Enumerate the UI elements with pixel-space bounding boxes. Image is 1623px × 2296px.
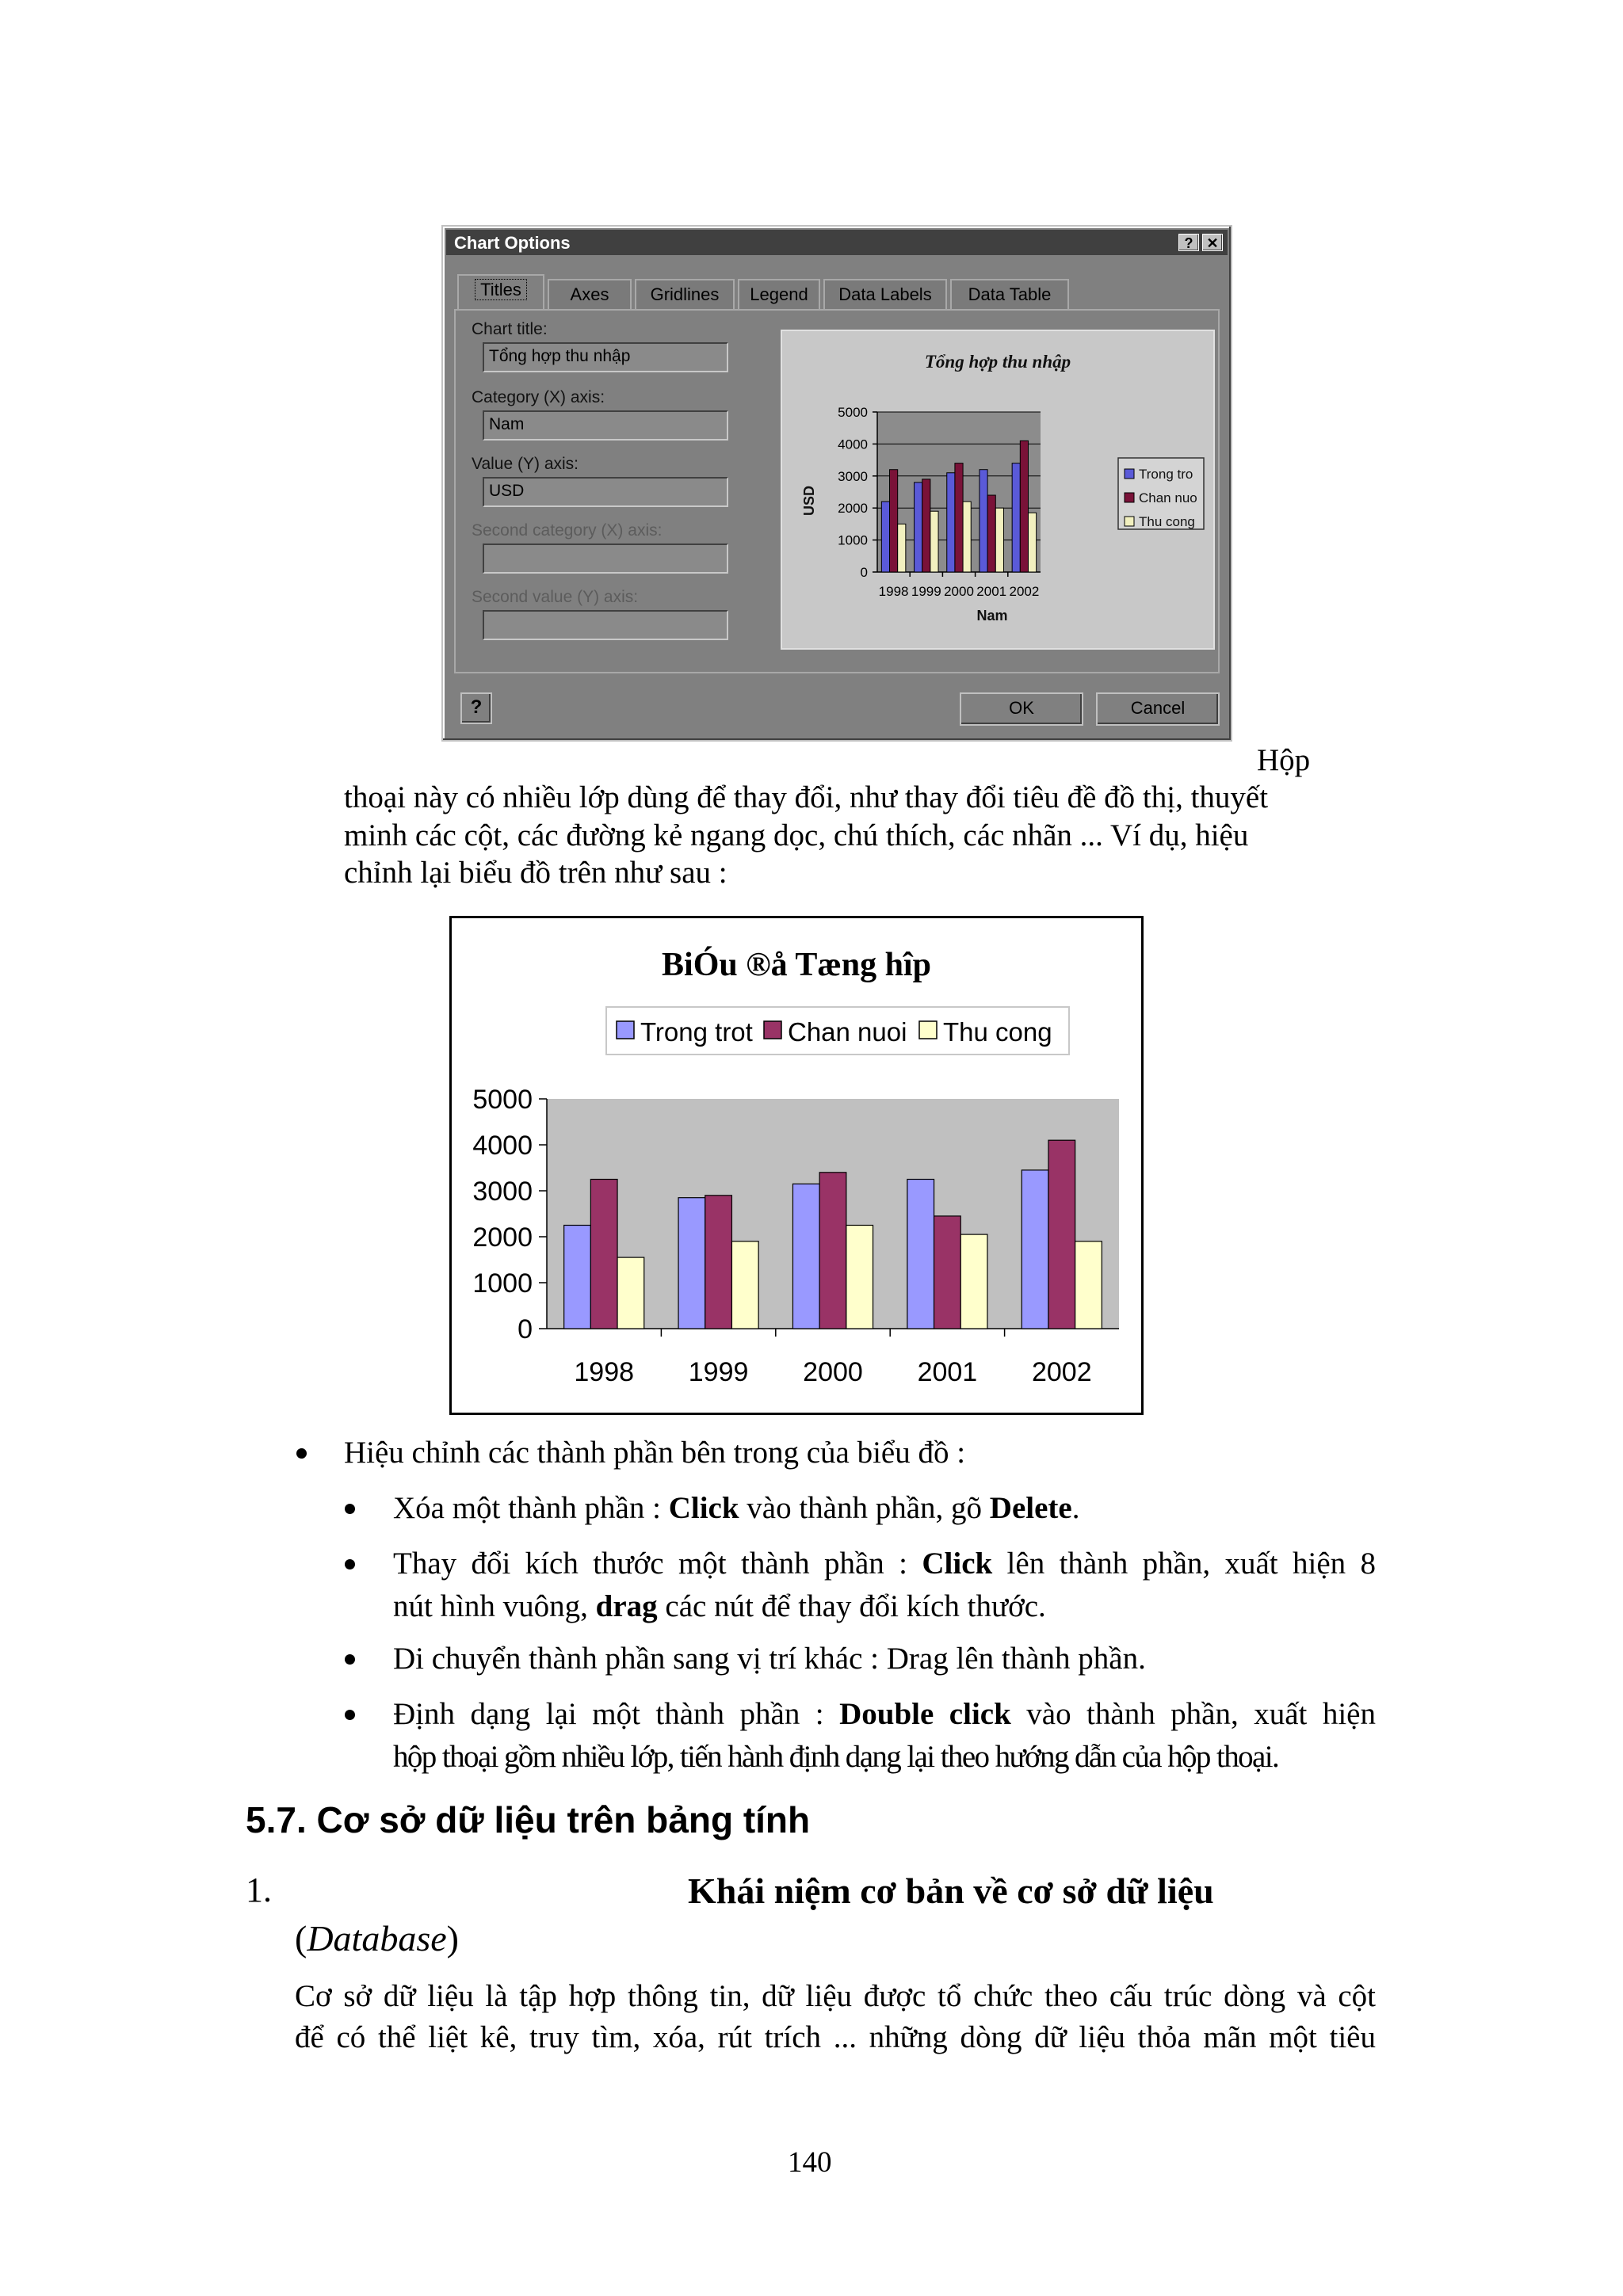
database-paragraph-line1: Cơ sở dữ liệu là tập hợp thông tin, dữ liệu được tổ chức theo cấu trúc dòng và cột: [295, 1979, 1376, 2013]
x-tick-label: 2001: [917, 1357, 978, 1387]
bar: [1020, 441, 1028, 572]
preview-x-axis-label: Nam: [976, 608, 1008, 624]
tab-legend[interactable]: Legend: [738, 279, 820, 309]
bullet-main: Hiệu chỉnh các thành phần bên trong của biểu đồ :: [344, 1436, 966, 1470]
bullet-delete: [393, 1489, 1079, 1527]
bar: [947, 473, 955, 572]
bar: [881, 502, 889, 572]
database-paragraph-line2: để có thể liệt kê, truy tìm, xóa, rút trích ... những dòng dữ liệu thỏa mãn một tiêu: [295, 2020, 1376, 2054]
preview-legend-label: Thu cong: [1139, 514, 1195, 529]
bar: [731, 1241, 758, 1329]
bar: [590, 1180, 617, 1329]
x-tick-label: 2002: [1031, 1357, 1092, 1387]
x-tick-label: 1999: [911, 584, 941, 599]
y-tick-label: 2000: [838, 501, 868, 517]
b2-text4: các nút để thay đổi kích thước.: [657, 1589, 1046, 1623]
bullet-format-line1: [393, 1695, 1376, 1733]
legend-label: Chan nuoi: [788, 1017, 907, 1047]
chart-title-input[interactable]: Tổng hợp thu nhập: [483, 342, 728, 372]
chart-title-label: Chart title:: [472, 320, 548, 338]
b4-double-click: Double click: [839, 1697, 1011, 1731]
x-tick-label: 1999: [688, 1357, 749, 1387]
subsection-paren: [295, 1917, 459, 1959]
b1-text2: vào thành phần, gõ: [739, 1491, 990, 1525]
preview-legend-swatch: [1125, 493, 1134, 502]
bar: [907, 1180, 934, 1329]
dialog-titlebar: [446, 230, 1228, 255]
preview-legend-label: Trong tro: [1139, 467, 1193, 482]
category-axis-input[interactable]: Nam: [483, 410, 728, 441]
preview-legend-swatch: [1125, 469, 1134, 479]
bullet-resize-line1: [393, 1545, 1376, 1583]
b2-click: Click: [922, 1547, 993, 1581]
tab-axes[interactable]: Axes: [548, 279, 632, 309]
paren-open: (: [295, 1918, 307, 1958]
caption-line-1: thoại này có nhiều lớp dùng để thay đổi, như thay đổi tiêu đề đồ thị, thuyết: [344, 780, 1269, 814]
b1-text: Xóa một thành phần :: [393, 1491, 669, 1525]
x-tick-label: 2000: [944, 584, 974, 599]
b1-click: Click: [668, 1491, 739, 1525]
bullet-move: Di chuyển thành phần sang vị trí khác : Drag lên thành phần.: [393, 1642, 1146, 1676]
y-tick-label: 1000: [838, 532, 868, 548]
preview-y-axis-label: USD: [801, 485, 817, 517]
b2-text2: lên thành phần, xuất hiện 8: [992, 1547, 1376, 1581]
b4-text2: vào thành phần, xuất hiện: [1010, 1697, 1376, 1731]
caption-line-2: minh các cột, các đường kẻ ngang dọc, chú thích, các nhãn ... Ví dụ, hiệu: [344, 818, 1249, 852]
y-tick-label: 3000: [472, 1176, 533, 1207]
tab-titles-label: Titles: [475, 279, 527, 300]
subsection-number: 1.: [246, 1871, 272, 1909]
b2-text3: nút hình vuông,: [393, 1589, 596, 1623]
bar: [792, 1184, 819, 1329]
y-tick-label: 3000: [838, 468, 868, 484]
bar: [564, 1226, 591, 1329]
edited-chart: [449, 916, 1144, 1415]
x-tick-label: 2002: [1009, 584, 1040, 599]
y-tick-label: 5000: [472, 1084, 533, 1115]
bullet-dot-3: [345, 1654, 355, 1665]
dialog-title: Chart Options: [454, 233, 571, 253]
bar: [1022, 1170, 1048, 1329]
bullet-dot-main: [296, 1448, 307, 1459]
bar: [922, 479, 930, 572]
bar: [930, 511, 938, 572]
bar: [980, 470, 987, 572]
value-axis-input[interactable]: USD: [483, 477, 728, 507]
second-category-axis-label: Second category (X) axis:: [472, 521, 663, 540]
y-tick-label: 1000: [472, 1268, 533, 1299]
second-value-axis-label: Second value (Y) axis:: [472, 588, 639, 606]
b2-drag: drag: [595, 1589, 658, 1623]
database-word: Database: [307, 1918, 447, 1958]
preview-legend-swatch: [1125, 517, 1134, 526]
tab-titles[interactable]: [457, 274, 544, 311]
bullet-resize-line2: [393, 1588, 1046, 1626]
page-number: 140: [788, 2146, 832, 2179]
x-tick-label: 2000: [803, 1357, 863, 1387]
ok-button[interactable]: OK: [960, 692, 1083, 726]
legend-swatch: [919, 1021, 937, 1039]
bar: [890, 470, 898, 572]
bar: [960, 1234, 987, 1329]
tab-data-labels[interactable]: Data Labels: [823, 279, 947, 309]
x-tick-label: 1998: [574, 1357, 635, 1387]
section-heading: 5.7. Cơ sở dữ liệu trên bảng tính: [246, 1799, 811, 1840]
bar: [846, 1226, 873, 1329]
bar: [617, 1257, 644, 1329]
legend-label: Trong trot: [640, 1017, 753, 1047]
subsection-title: Khái niệm cơ bản về cơ sở dữ liệu: [688, 1871, 1214, 1911]
x-tick-label: 2001: [976, 584, 1007, 599]
b1-end: .: [1071, 1491, 1080, 1525]
bar: [1048, 1140, 1075, 1329]
chart-options-dialog: [441, 225, 1232, 742]
legend-swatch: [764, 1021, 781, 1039]
bar: [1012, 463, 1020, 572]
help-icon[interactable]: ?: [460, 692, 492, 724]
bar: [995, 508, 1003, 572]
y-tick-label: 2000: [472, 1222, 533, 1253]
caption-word: Hộp: [1257, 743, 1311, 777]
second-category-axis-input[interactable]: [483, 543, 728, 574]
legend-label: Thu cong: [943, 1017, 1052, 1047]
help-title-button[interactable]: ?: [1178, 234, 1199, 251]
tab-gridlines[interactable]: Gridlines: [635, 279, 735, 309]
bar: [819, 1173, 846, 1329]
bar: [963, 502, 971, 572]
bullet-dot-1: [345, 1504, 355, 1514]
legend-swatch: [617, 1021, 634, 1039]
tab-data-table[interactable]: Data Table: [950, 279, 1069, 309]
close-button[interactable]: ✕: [1202, 234, 1223, 251]
bullet-dot-2: [345, 1559, 355, 1569]
bar: [1028, 513, 1036, 572]
cancel-button[interactable]: Cancel: [1096, 692, 1220, 726]
b1-delete: Delete: [989, 1491, 1072, 1525]
bar: [934, 1216, 961, 1329]
b2-text: Thay đổi kích thước một thành phần :: [393, 1547, 922, 1581]
bullet-dot-4: [345, 1710, 355, 1720]
edited-chart-svg: [452, 918, 1141, 1413]
bar: [705, 1196, 732, 1329]
category-axis-label: Category (X) axis:: [472, 388, 605, 406]
paren-close: ): [446, 1918, 459, 1958]
bar: [1075, 1241, 1102, 1329]
bar: [987, 495, 995, 572]
bar: [678, 1198, 705, 1329]
chart-preview: [781, 330, 1215, 650]
preview-chart-title: Tổng hợp thu nhập: [924, 352, 1071, 372]
bullet-format-line2: hộp thoại gồm nhiều lớp, tiến hành định dạng lại theo hướng dẫn của hộp thoại.: [393, 1740, 1279, 1774]
chart-title: BiÓu ®å Tæng hîp: [662, 947, 931, 983]
y-tick-label: 5000: [838, 404, 868, 420]
bar: [898, 524, 906, 572]
preview-legend-label: Chan nuo: [1139, 490, 1197, 505]
y-tick-label: 0: [860, 564, 868, 580]
b4-text: Định dạng lại một thành phần :: [393, 1697, 840, 1731]
second-value-axis-input[interactable]: [483, 610, 728, 640]
value-axis-label: Value (Y) axis:: [472, 455, 579, 473]
y-tick-label: 4000: [472, 1130, 533, 1161]
bar: [955, 463, 963, 572]
bar: [915, 482, 922, 572]
preview-chart-svg: [782, 331, 1213, 648]
y-tick-label: 4000: [838, 437, 868, 452]
y-tick-label: 0: [517, 1314, 533, 1344]
x-tick-label: 1998: [878, 584, 909, 599]
titles-panel: [454, 309, 1220, 673]
caption-line-3: chỉnh lại biểu đồ trên như sau :: [344, 856, 727, 890]
